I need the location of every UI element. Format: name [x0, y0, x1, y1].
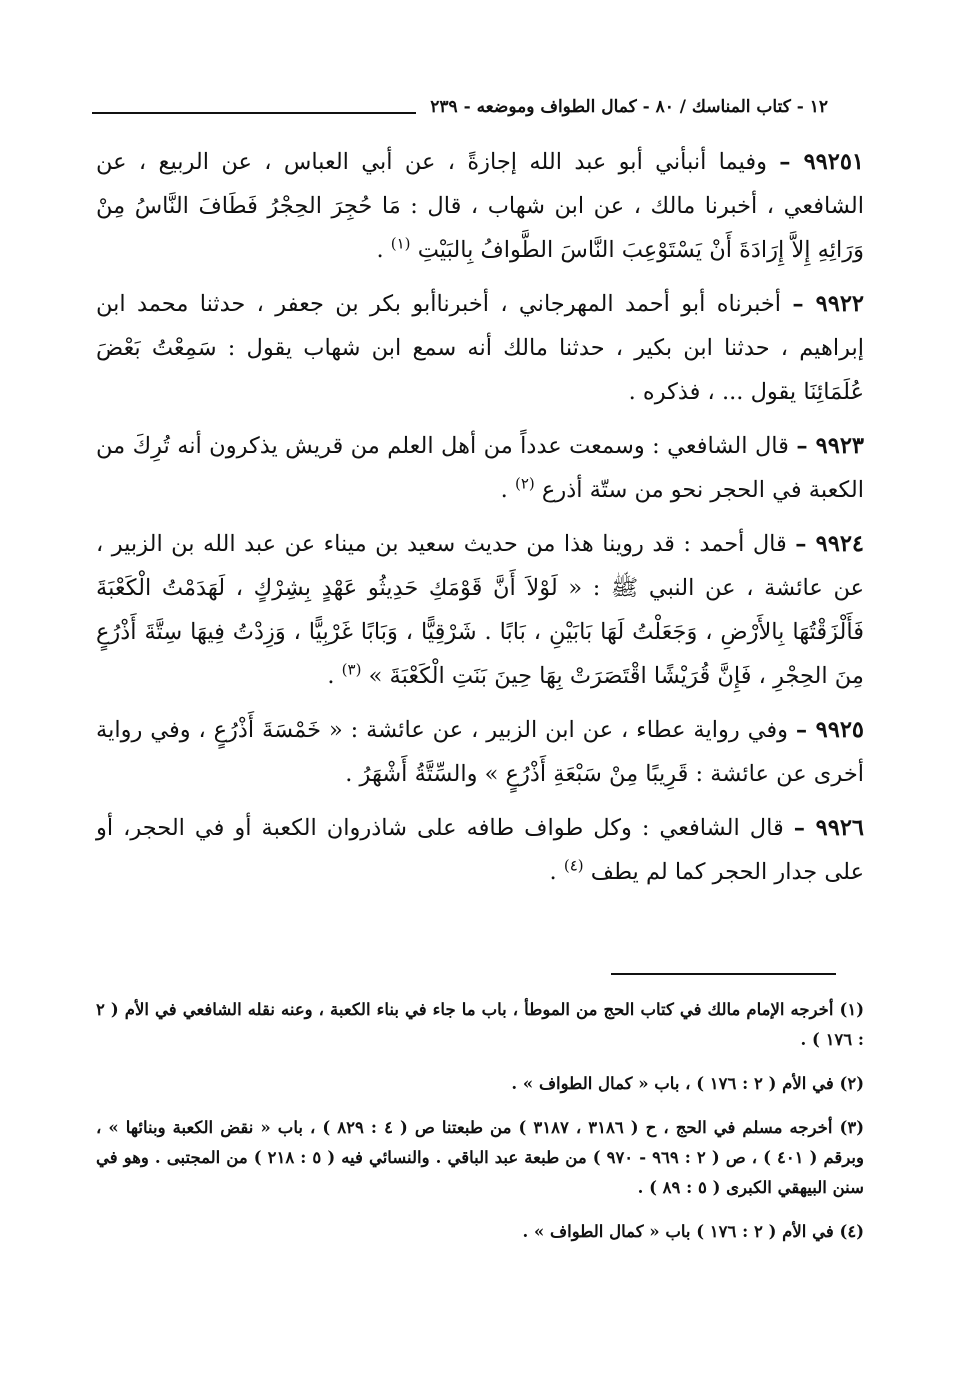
hadith-text: قال أحمد : قد روينا هذا من حديث سعيد بن ميناء عن عبد الله بن الزبير ، عن عائشة ، عن النبي ﷺ : « لَوْلاَ أَنَّ قَوْمَكِ حَدِيثُو عَهْدٍ بِشِرْكٍ ، لَهَدَمْتُ الْكَعْبَةَ فَأَلْزَقْتُهَا بِالأَرْضِ ، وَجَعَلْتُ لَهَا بَابَيْنِ ، بَابًا . شَرْقِيًّا ، وَبَابًا غَرْبِيًّا ، وَزِدْتُ فِيهَا سِتَّةَ أَذْرُعٍ مِنَ الحِجْرِ ، فَإِنَّ قُرَيْشًا اقْتَصَرَتْ بِهَا حِينَ بَنَتِ الْكَعْبَةَ » [96, 531, 864, 689]
hadith-number: ٩٩٢٦ – [793, 815, 864, 841]
footnote-ref: (٢) [514, 474, 535, 493]
running-title: ١٢ - كتاب المناسك / ٨٠ - كمال الطواف وموضعه - ٢٣٩ [430, 97, 828, 117]
footnote-separator [611, 973, 836, 975]
hadith-tail: . [327, 663, 342, 689]
hadith-paragraph [96, 708, 864, 796]
main-text [96, 140, 864, 904]
footnote-ref: (٤) [563, 856, 584, 875]
hadith-tail: . [549, 859, 564, 885]
hadith-paragraph [96, 806, 864, 894]
hadith-text: قال الشافعي : وسمعت عدداً من أهل العلم من قريش يذكرون أنه تُرِكَ من الكعبة في الحجر نحو من ستّة أذرع [96, 433, 864, 503]
footnote: (٣) أخرجه مسلم في الحج ، ح ( ٣١٨٦ ، ٣١٨٧ ) من طبعتنا ص ( ٤ : ٨٢٩ ) ، باب « نقض الكعبة وبنائها » ، وبرقم ( ٤٠١ ) ، ص ( ٢ : ٩٦٩ - ٩٧٠ ) من طبعة عبد الباقي . والنسائي فيه ( ٥ : ٢١٨ ) من المجتبى . وهو في سنن البيهقي الكبرى ( ٥ : ٨٩ ) . [96, 1118, 864, 1197]
footnote: (٤) في الأم ( ٢ : ١٧٦ ) باب « كمال الطواف » . [522, 1222, 864, 1241]
hadith-tail: . [376, 237, 391, 263]
footnotes [96, 995, 864, 1261]
hadith-number: ٩٩٢٢ – [792, 291, 864, 317]
hadith-number: ٩٩٢٥١ – [779, 149, 865, 175]
hadith-number: ٩٩٢٥ – [795, 717, 864, 743]
hadith-number: ٩٩٢٣ – [796, 433, 864, 459]
hadith-paragraph [96, 522, 864, 698]
hadith-tail: . [500, 477, 515, 503]
hadith-number: ٩٩٢٤ – [795, 531, 864, 557]
page-header [92, 84, 828, 120]
footnote: (٢) في الأم ( ٢ : ١٧٦ ) ، باب « كمال الطواف » . [511, 1074, 864, 1093]
hadith-text: وفي رواية عطاء ، عن ابن الزبير ، عن عائشة : « خَمْسَةَ أَذْرُعٍ ، وفي رواية أخرى عن عائشة : قَرِيبًا مِنْ سَبْعَةِ أَذْرُعٍ » والسِّتَّةُ أَشْهَرُ . [96, 717, 864, 787]
hadith-text: وفيما أنبأني أبو عبد الله إجازةً ، عن أبي العباس ، عن الربيع ، عن الشافعي ، أخبرنا مالك ، عن ابن شهاب ، قال : مَا حُجِرَ الحِجْرُ فَطَافَ النَّاسُ مِنْ وَرَائِهِ إِلاَّ إِرَادَةَ أَنْ يَسْتَوْعِبَ النَّاسَ الطَّوافُ بِالبَيْتِ [96, 149, 864, 263]
hadith-text: قال الشافعي : وكل طواف طافه على شاذروان الكعبة أو في الحجر، أو على جدار الحجر كما لم يطف [96, 815, 864, 885]
hadith-paragraph [96, 140, 864, 272]
hadith-text: أخبرناه أبو أحمد المهرجاني ، أخبرناأبو بكر بن جعفر ، حدثنا محمد ابن إبراهيم ، حدثنا ابن بكير ، حدثنا مالك أنه سمع ابن شهاب يقول : سَمِعْتُ بَعْضَ عُلَمَائِنَا يقول ... ، فذكره . [96, 291, 864, 405]
hadith-paragraph [96, 282, 864, 414]
header-rule [92, 112, 416, 114]
footnote-ref: (٣) [341, 660, 362, 679]
hadith-paragraph [96, 424, 864, 512]
footnote-ref: (١) [390, 234, 411, 253]
footnote: (١) أخرجه الإمام مالك في كتاب الحج من الموطأ ، باب ما جاء في بناء الكعبة ، وعنه نقله الشافعي في الأم ( ٢ : ١٧٦ ) . [96, 1000, 864, 1049]
